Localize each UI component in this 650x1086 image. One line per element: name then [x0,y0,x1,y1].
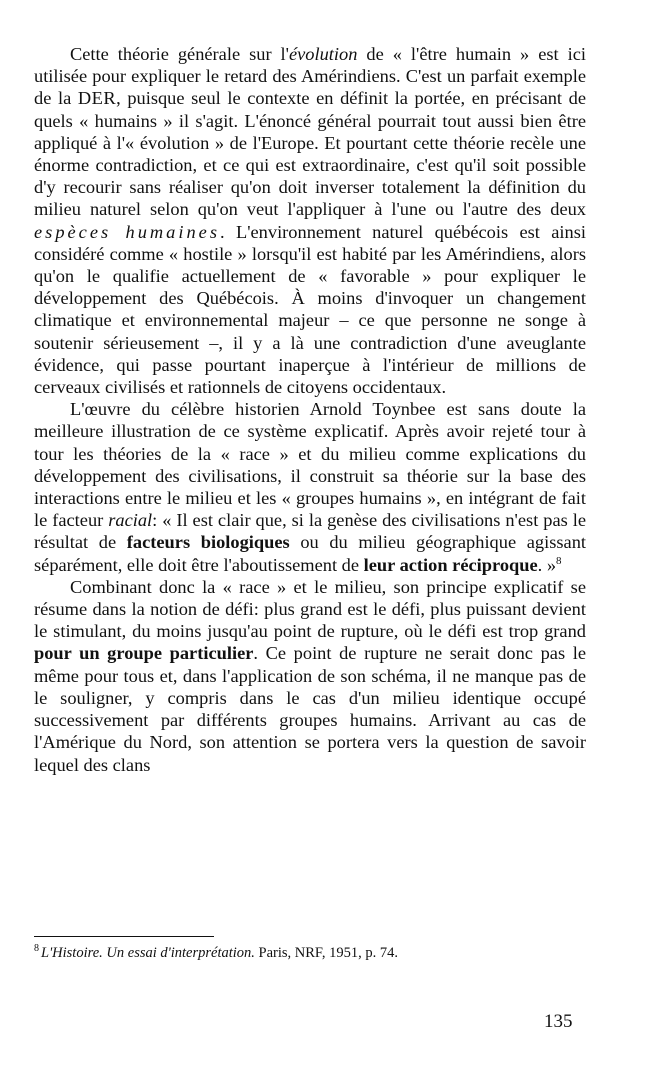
italic-term: racial [108,510,153,531]
acronym: DER [77,88,117,109]
footnote-number: 8 [34,943,39,955]
paragraph-1 [34,43,586,398]
footnote-reference[interactable]: 8 [556,554,562,567]
text-run: Cette théorie générale sur l' [70,44,289,64]
text-run: L'œuvre du célèbre historien Arnold Toynbee est sans doute la meilleure illustration de ce système explicatif. Après avoir rejeté tour à tour les théories de la « race » et du milieu comme explications du développement des civilisations, il construit sa théorie sur la base des interactions entre le milieu et les « groupes humains », en intégrant de fait le facteur [34,399,586,531]
text-run: Combinant donc la « race » et le milieu, son principe explicatif se résume dans la notion de défi: plus grand est le défi, plus puissant devient le stimulant, du moins jusqu'au point de rupture, où le défi est trop grand [34,576,586,642]
bold-term: leur action réciproque [363,554,538,575]
bold-term: facteurs biologiques [126,532,290,553]
footnote-divider [34,936,214,937]
text-run: . Ce point de rupture ne serait donc pas le même pour tous et, dans l'application de son schéma, il ne manque pas de le souligner, y compris dans le cas d'un milieu identique occupé successivement par différents groupes humains. Arrivant au cas de l'Amérique du Nord, son attention se portera vers la question de savoir lequel des clans [34,643,586,775]
text-run: ou du milieu géographique agissant séparément, elle doit être l'aboutissement de [34,532,586,575]
text-run: : « Il est clair que, si la genèse des civilisations n'est pas le résultat de [34,510,586,553]
bold-term: pour un groupe particulier [34,643,254,664]
paragraph-2 [34,398,586,576]
text-run: , puisque seul le contexte en définit la portée, en précisant de quels « humains » il s'agit. L'énoncé général pourrait tout aussi bien être appliqué à l'« évolution » de l'Europe. Et pourtant cette théorie recèle une énorme contradiction, et ce qui est extraordinaire, c'est qu'il soit possible d'y recourir sans réaliser qu'on doit inverser totalement la définition du milieu naturel selon qu'on veut l'appliquer à l'une ou l'autre des deux [34,88,586,220]
text-run: de « l'être humain » est ici utilisée pour expliquer le retard des Amérindiens. C'est un parfait exemple de la [34,44,587,109]
footnote-title: L'Histoire. Un essai d'interprétation. [41,945,255,961]
spaced-italic-term: espèces humaines [34,221,221,242]
page-number: 135 [544,1011,573,1032]
italic-term: évolution [288,44,358,64]
paragraph-3 [34,576,586,776]
text-run: . » [537,554,557,575]
text-run: . L'environnement naturel québécois est ainsi considéré comme « hostile » lorsqu'il est habité par les Amérindiens, alors qu'on le qualifie actuellement de « favorable » pour expliquer le développement des Québécois. À moins d'invoquer un changement climatique et environnemental majeur – ce que personne ne songe à soutenir sérieusement –, il y a là une contradiction d'une aveuglante évidence, qui passe pourtant inaperçue à l'intérieur de millions de cerveaux civilisés et rationnels de citoyens occidentaux. [34,221,587,398]
footnote-citation: Paris, NRF, 1951, p. 74. [254,945,398,961]
footnote [34,944,594,962]
body-text [34,43,586,776]
